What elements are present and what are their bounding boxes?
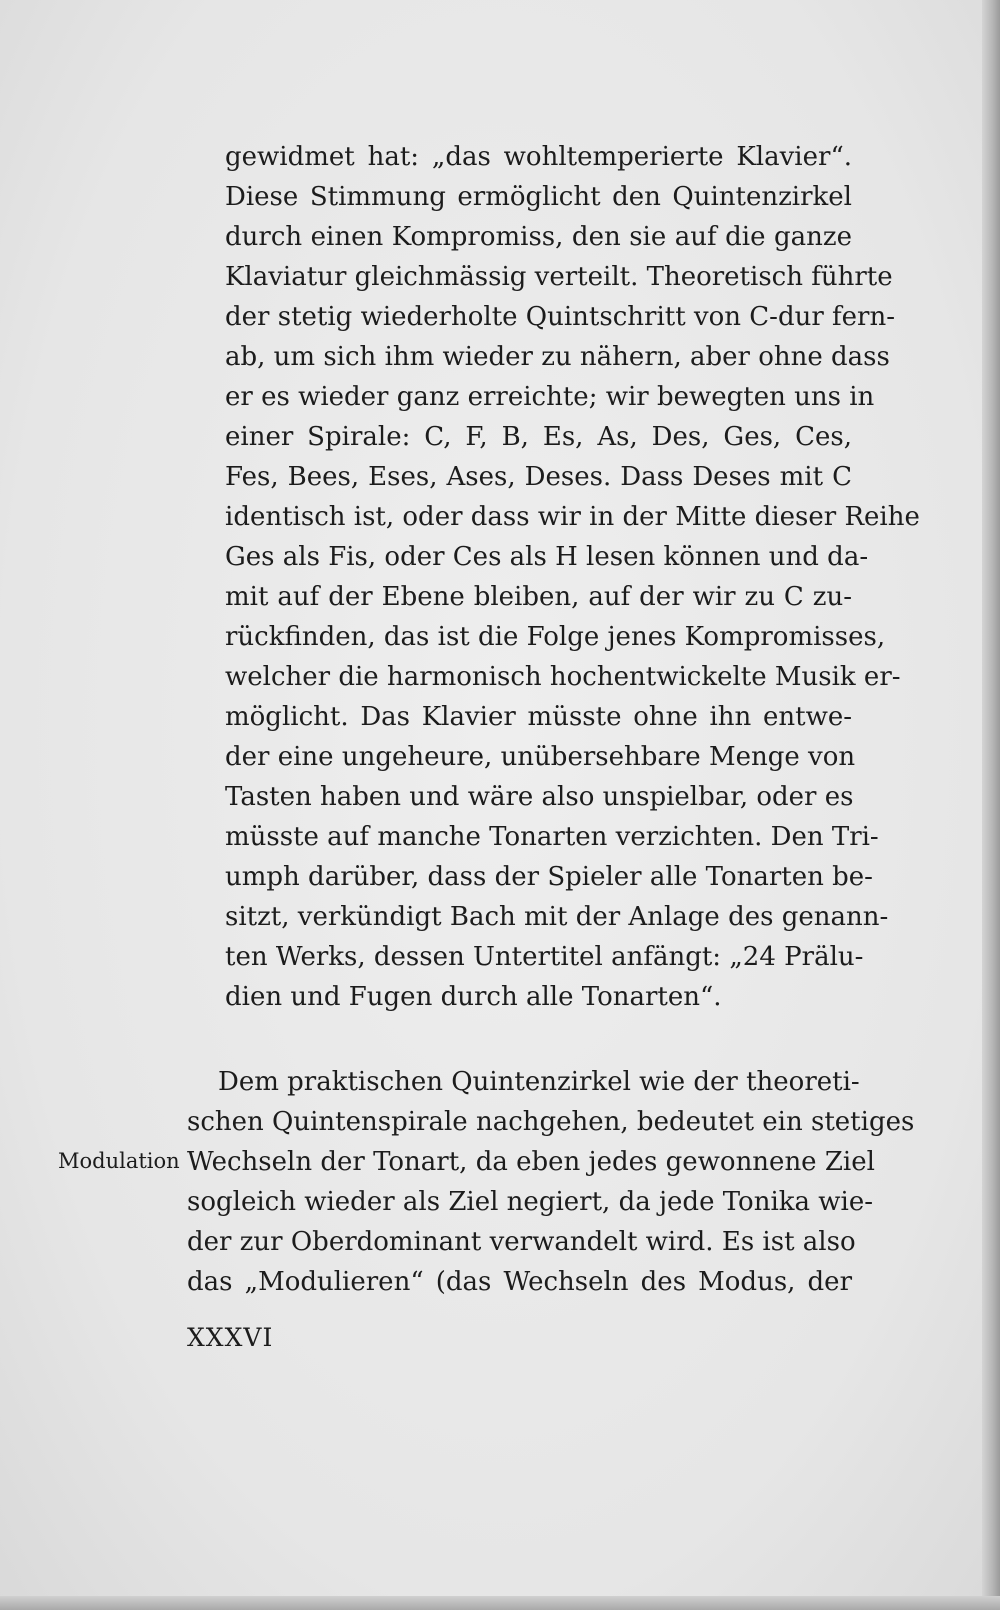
text-line: er es wieder ganz erreichte; wir bewegten uns in	[225, 382, 875, 412]
text-line: schen Quintenspirale nachgehen, bedeutet ein stetiges	[187, 1107, 915, 1137]
page-bottom-shadow	[0, 1596, 1000, 1610]
text-line: rückfinden, das ist die Folge jenes Kompromisses,	[225, 622, 886, 652]
text-line: der eine ungeheure, unübersehbare Menge von	[225, 742, 856, 772]
text-line: Tasten haben und wäre also unspielbar, oder es	[225, 782, 854, 812]
text-line: identisch ist, oder dass wir in der Mitte dieser Reihe	[225, 502, 920, 532]
text-line: Dem praktischen Quintenzirkel wie der theoreti-	[218, 1067, 860, 1097]
text-line: durch einen Kompromiss, den sie auf die ganze	[225, 222, 852, 252]
text-line: Fes, Bees, Eses, Ases, Deses. Dass Deses mit C	[225, 462, 852, 492]
text-line: umph darüber, dass der Spieler alle Tonarten be-	[225, 862, 873, 892]
margin-note: Modulation	[58, 1149, 180, 1173]
text-line: möglicht. Das Klavier müsste ohne ihn entwe-	[225, 702, 852, 732]
text-line: ten Werks, dessen Untertitel anfängt: „24 Prälu-	[225, 942, 864, 972]
text-line: einer Spirale: C, F, B, Es, As, Des, Ges, Ces,	[225, 422, 852, 452]
text-line: Wechseln der Tonart, da eben jedes gewonnene Ziel	[187, 1147, 875, 1177]
text-line: sogleich wieder als Ziel negiert, da jede Tonika wie-	[187, 1187, 874, 1217]
text-line: mit auf der Ebene bleiben, auf der wir zu C zu-	[225, 582, 852, 612]
page-number: XXXVI	[187, 1323, 274, 1352]
text-line: sitzt, verkündigt Bach mit der Anlage des genann-	[225, 902, 889, 932]
text-line: gewidmet hat: „das wohltemperierte Klavier“.	[225, 142, 852, 172]
text-line: müsste auf manche Tonarten verzichten. Den Tri-	[225, 822, 879, 852]
text-line: welcher die harmonisch hochentwickelte Musik er-	[225, 662, 901, 692]
text-line: das „Modulieren“ (das Wechseln des Modus, der	[187, 1267, 852, 1297]
text-line: der stetig wiederholte Quintschritt von C-dur fern-	[225, 302, 896, 332]
text-line: ab, um sich ihm wieder zu nähern, aber ohne dass	[225, 342, 890, 372]
text-line: Diese Stimmung ermöglicht den Quintenzirkel	[225, 182, 852, 212]
text-line: Klaviatur gleichmässig verteilt. Theoretisch führte	[225, 262, 893, 292]
text-line: der zur Oberdominant verwandelt wird. Es ist also	[187, 1227, 856, 1257]
text-line: Ges als Fis, oder Ces als H lesen können und da-	[225, 542, 869, 572]
page-edge-shadow	[982, 0, 1000, 1610]
text-line: dien und Fugen durch alle Tonarten“.	[225, 982, 722, 1012]
